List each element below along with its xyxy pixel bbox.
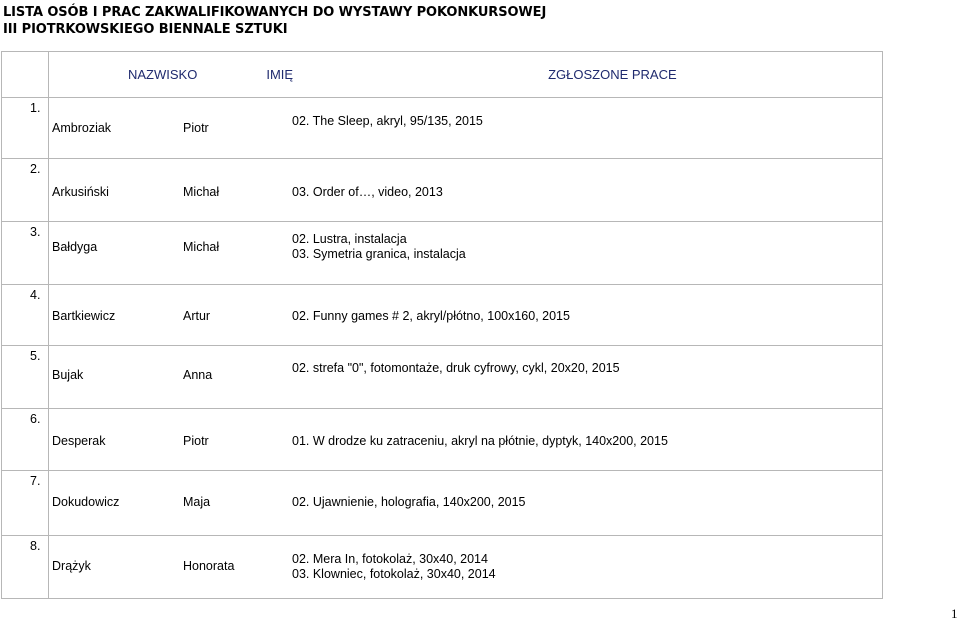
works-table <box>1 51 883 599</box>
table-row <box>2 346 883 409</box>
row-number-cell <box>2 285 49 346</box>
page-number: 1 <box>951 606 958 621</box>
work-entry: 02. Ujawnienie, holografia, 140x200, 2015 <box>292 495 526 509</box>
row-number-cell <box>2 346 49 409</box>
table-row <box>2 285 883 346</box>
row-works <box>292 114 483 129</box>
row-surname: Bartkiewicz <box>52 309 116 323</box>
row-name: Piotr <box>183 121 209 135</box>
row-name: Michał <box>183 185 220 199</box>
row-surname: Arkusiński <box>52 185 109 199</box>
row-content-cell <box>30 222 883 285</box>
table-row <box>2 98 883 159</box>
row-number-cell <box>2 222 49 285</box>
row-content-cell <box>30 346 883 409</box>
row-works <box>292 495 526 510</box>
table-row <box>2 409 883 471</box>
row-number: 7. <box>30 474 41 488</box>
row-number: 5. <box>30 349 41 363</box>
header-works: ZGŁOSZONE PRACE <box>548 67 677 82</box>
work-entry: 02. Funny games # 2, akryl/płótno, 100x160, 2015 <box>292 309 570 323</box>
table-row <box>2 471 883 536</box>
row-content-cell <box>30 471 883 536</box>
table-row <box>2 222 883 285</box>
row-content-cell <box>30 285 883 346</box>
work-entry: 02. Lustra, instalacja <box>292 232 407 246</box>
table-row <box>2 159 883 222</box>
work-entry: 03. Klowniec, fotokolaż, 30x40, 2014 <box>292 567 496 581</box>
row-surname: Ambroziak <box>52 121 112 135</box>
row-works <box>292 552 496 582</box>
work-entry: 02. The Sleep, akryl, 95/135, 2015 <box>292 114 483 128</box>
row-number: 4. <box>30 288 41 302</box>
row-surname: Desperak <box>52 434 106 448</box>
work-entry: 03. Order of…, video, 2013 <box>292 185 443 199</box>
row-name: Artur <box>183 309 211 323</box>
row-name: Honorata <box>183 559 235 573</box>
work-entry: 01. W drodze ku zatraceniu, akryl na płótnie, dyptyk, 140x200, 2015 <box>292 434 668 448</box>
row-works <box>292 232 466 262</box>
row-surname: Dokudowicz <box>52 495 120 509</box>
header-name: IMIĘ <box>266 67 294 82</box>
work-entry: 02. Mera In, fotokolaż, 30x40, 2014 <box>292 552 488 566</box>
row-surname: Bujak <box>52 368 84 382</box>
work-entry: 02. strefa "0", fotomontaże, druk cyfrowy, cykl, 20x20, 2015 <box>292 361 620 375</box>
work-entry: 03. Symetria granica, instalacja <box>292 247 466 261</box>
row-number: 8. <box>30 539 41 553</box>
title-line-2: III PIOTRKOWSKIEGO BIENNALE SZTUKI <box>3 22 288 37</box>
row-number-cell <box>2 536 49 599</box>
row-number: 2. <box>30 162 41 176</box>
row-works <box>292 185 443 200</box>
row-number-cell <box>2 471 49 536</box>
row-number-cell <box>2 409 49 471</box>
row-number: 6. <box>30 412 41 426</box>
row-content-cell <box>30 98 883 159</box>
row-content-cell <box>30 536 883 599</box>
row-content-cell <box>30 159 883 222</box>
table-body <box>2 98 883 599</box>
row-works <box>292 361 620 376</box>
title-line-1: LISTA OSÓB I PRAC ZAKWALIFIKOWANYCH DO WYSTAWY POKONKURSOWEJ <box>3 5 547 20</box>
header-number-cell <box>2 52 49 98</box>
table-header-row <box>2 52 883 98</box>
row-works <box>292 309 570 324</box>
row-name: Anna <box>183 368 213 382</box>
row-surname: Drążyk <box>52 559 91 573</box>
row-number-cell <box>2 98 49 159</box>
row-content-cell <box>30 409 883 471</box>
row-number: 1. <box>30 101 41 115</box>
header-cell <box>49 52 883 98</box>
table-row <box>2 536 883 599</box>
row-name: Maja <box>183 495 211 509</box>
row-works <box>292 434 668 449</box>
header-surname: NAZWISKO <box>128 67 198 82</box>
row-number: 3. <box>30 225 41 239</box>
row-name: Piotr <box>183 434 209 448</box>
document-title <box>3 4 546 38</box>
row-surname: Bałdyga <box>52 240 98 254</box>
row-number-cell <box>2 159 49 222</box>
row-name: Michał <box>183 240 220 254</box>
